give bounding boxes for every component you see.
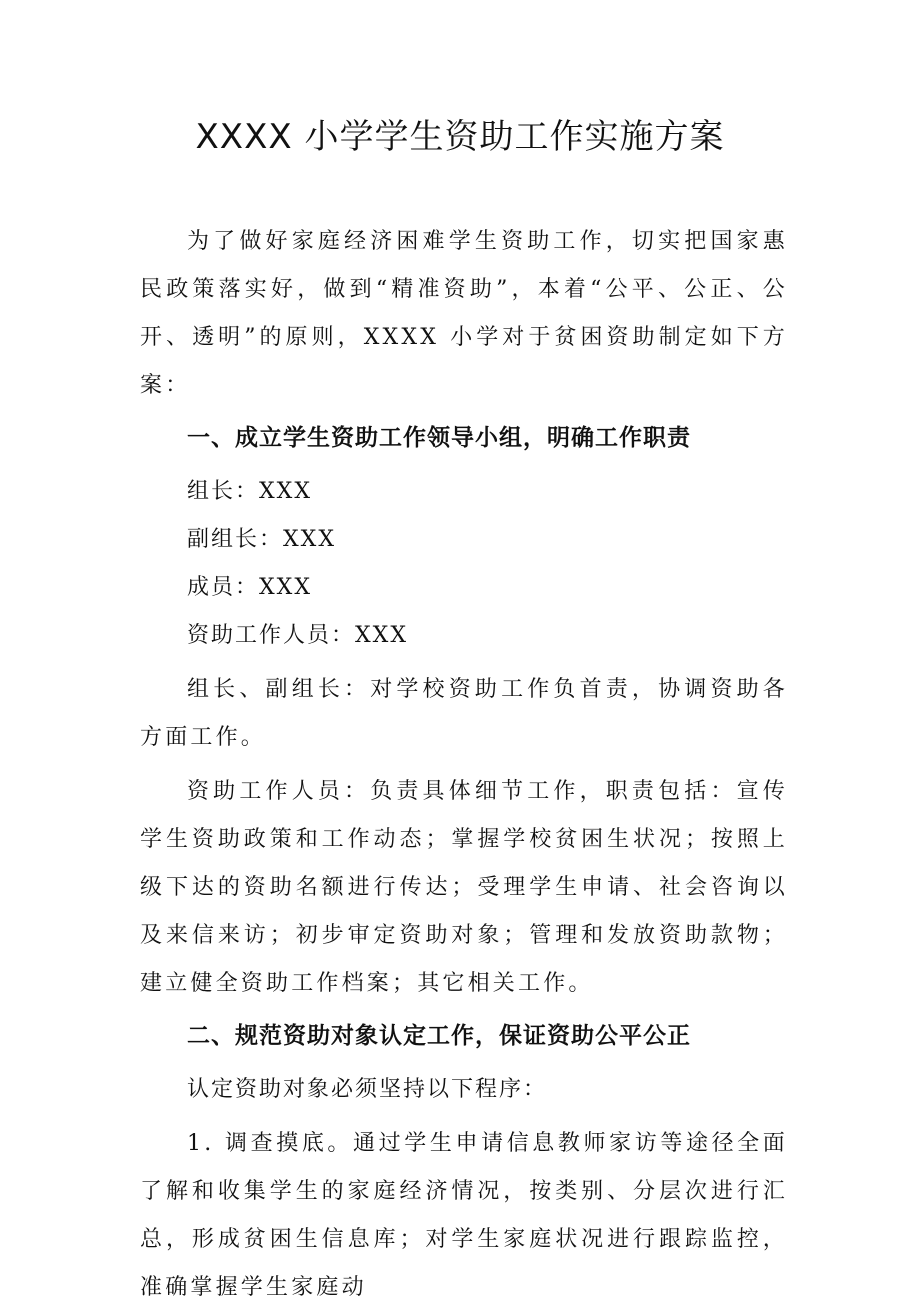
leader-line: 组长：XXX [187,479,312,504]
staff-duty-paragraph: 资助工作人员：负责具体细节工作，职责包括：宣传学生资助政策和工作动态；掌握学校贫困生状况；按照上级下达的资助名额进行传达；受理学生申请、社会咨询以及来信来访；初步审定资助对象；管理和发放资助款物；建立健全资助工作档案；其它相关工作。 [140,779,788,996]
deputy-leader-line: 副组长：XXX [187,527,336,552]
leaders-duty-paragraph: 组长、副组长：对学校资助工作负首责，协调资助各方面工作。 [140,677,788,750]
member-line: 成员：XXX [187,575,312,600]
document-title: XXXX 小学学生资助工作实施方案 [195,117,725,157]
intro-paragraph: 为了做好家庭经济困难学生资助工作，切实把国家惠民政策落实好，做到“精准资助”，本着“公平、公正、公开、透明”的原则，XXXX 小学对于贫困资助制定如下方案： [140,229,788,398]
section-1-heading: 一、成立学生资助工作领导小组，明确工作职责 [187,425,691,451]
staff-line: 资助工作人员：XXX [187,623,408,648]
procedure-intro: 认定资助对象必须坚持以下程序： [187,1077,548,1102]
section-2-heading: 二、规范资助对象认定工作，保证资助公平公正 [187,1023,691,1049]
document-body [140,218,788,1312]
step-1-paragraph: 1. 调查摸底。通过学生申请信息教师家访等途径全面了解和收集学生的家庭经济情况，按类别、分层次进行汇总，形成贫困生信息库；对学生家庭状况进行跟踪监控，准确掌握学生家庭动 [140,1131,788,1300]
